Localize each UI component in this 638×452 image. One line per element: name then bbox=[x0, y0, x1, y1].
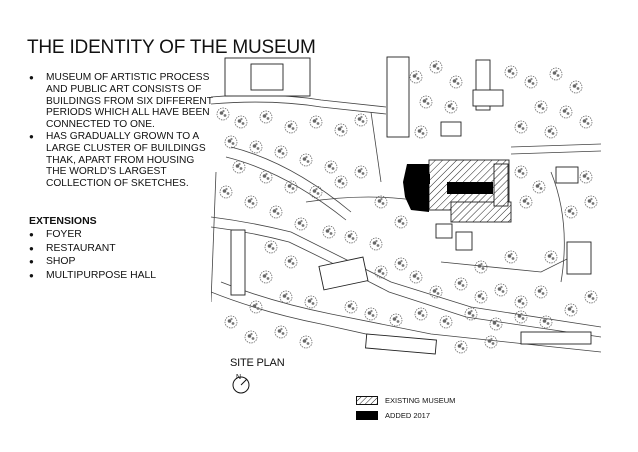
extension-item: ● FOYER bbox=[29, 228, 156, 242]
legend bbox=[356, 395, 455, 425]
extensions-heading: EXTENSIONS bbox=[29, 215, 97, 227]
extension-item: ● MULTIPURPOSE HALL bbox=[29, 269, 156, 283]
site-plan-label: SITE PLAN bbox=[230, 357, 285, 369]
page-title: THE IDENTITY OF THE MUSEUM bbox=[27, 37, 316, 58]
north-arrow-icon bbox=[231, 371, 259, 397]
solid-swatch-icon bbox=[356, 411, 378, 420]
description-list bbox=[29, 72, 214, 190]
extensions-list bbox=[29, 228, 156, 282]
legend-label-existing: EXISTING MUSEUM bbox=[385, 396, 456, 405]
legend-label-added: ADDED 2017 bbox=[385, 411, 431, 420]
north-letter: N bbox=[236, 374, 242, 381]
description-item: ● MUSEUM OF ARTISTIC PROCESS AND PUBLIC ART CONSISTS OF BUILDINGS FROM SIX DIFFERENT PERIODS WHICH ALL HAVE BEEN CONNECTED TO ONE. bbox=[29, 72, 214, 131]
site-plan-drawing bbox=[211, 52, 601, 357]
extension-item: ● RESTAURANT bbox=[29, 242, 156, 256]
legend-item-added bbox=[356, 410, 455, 421]
extension-item: ● SHOP bbox=[29, 255, 156, 269]
legend-item-existing bbox=[356, 395, 455, 406]
description-item: ● HAS GRADUALLY GROWN TO A LARGE CLUSTER OF BUILDINGS THAK, APART FROM HOUSING THE WORLD’S LARGEST COLLECTION OF SKETCHES. bbox=[29, 131, 214, 190]
hatch-swatch-icon bbox=[356, 396, 378, 405]
